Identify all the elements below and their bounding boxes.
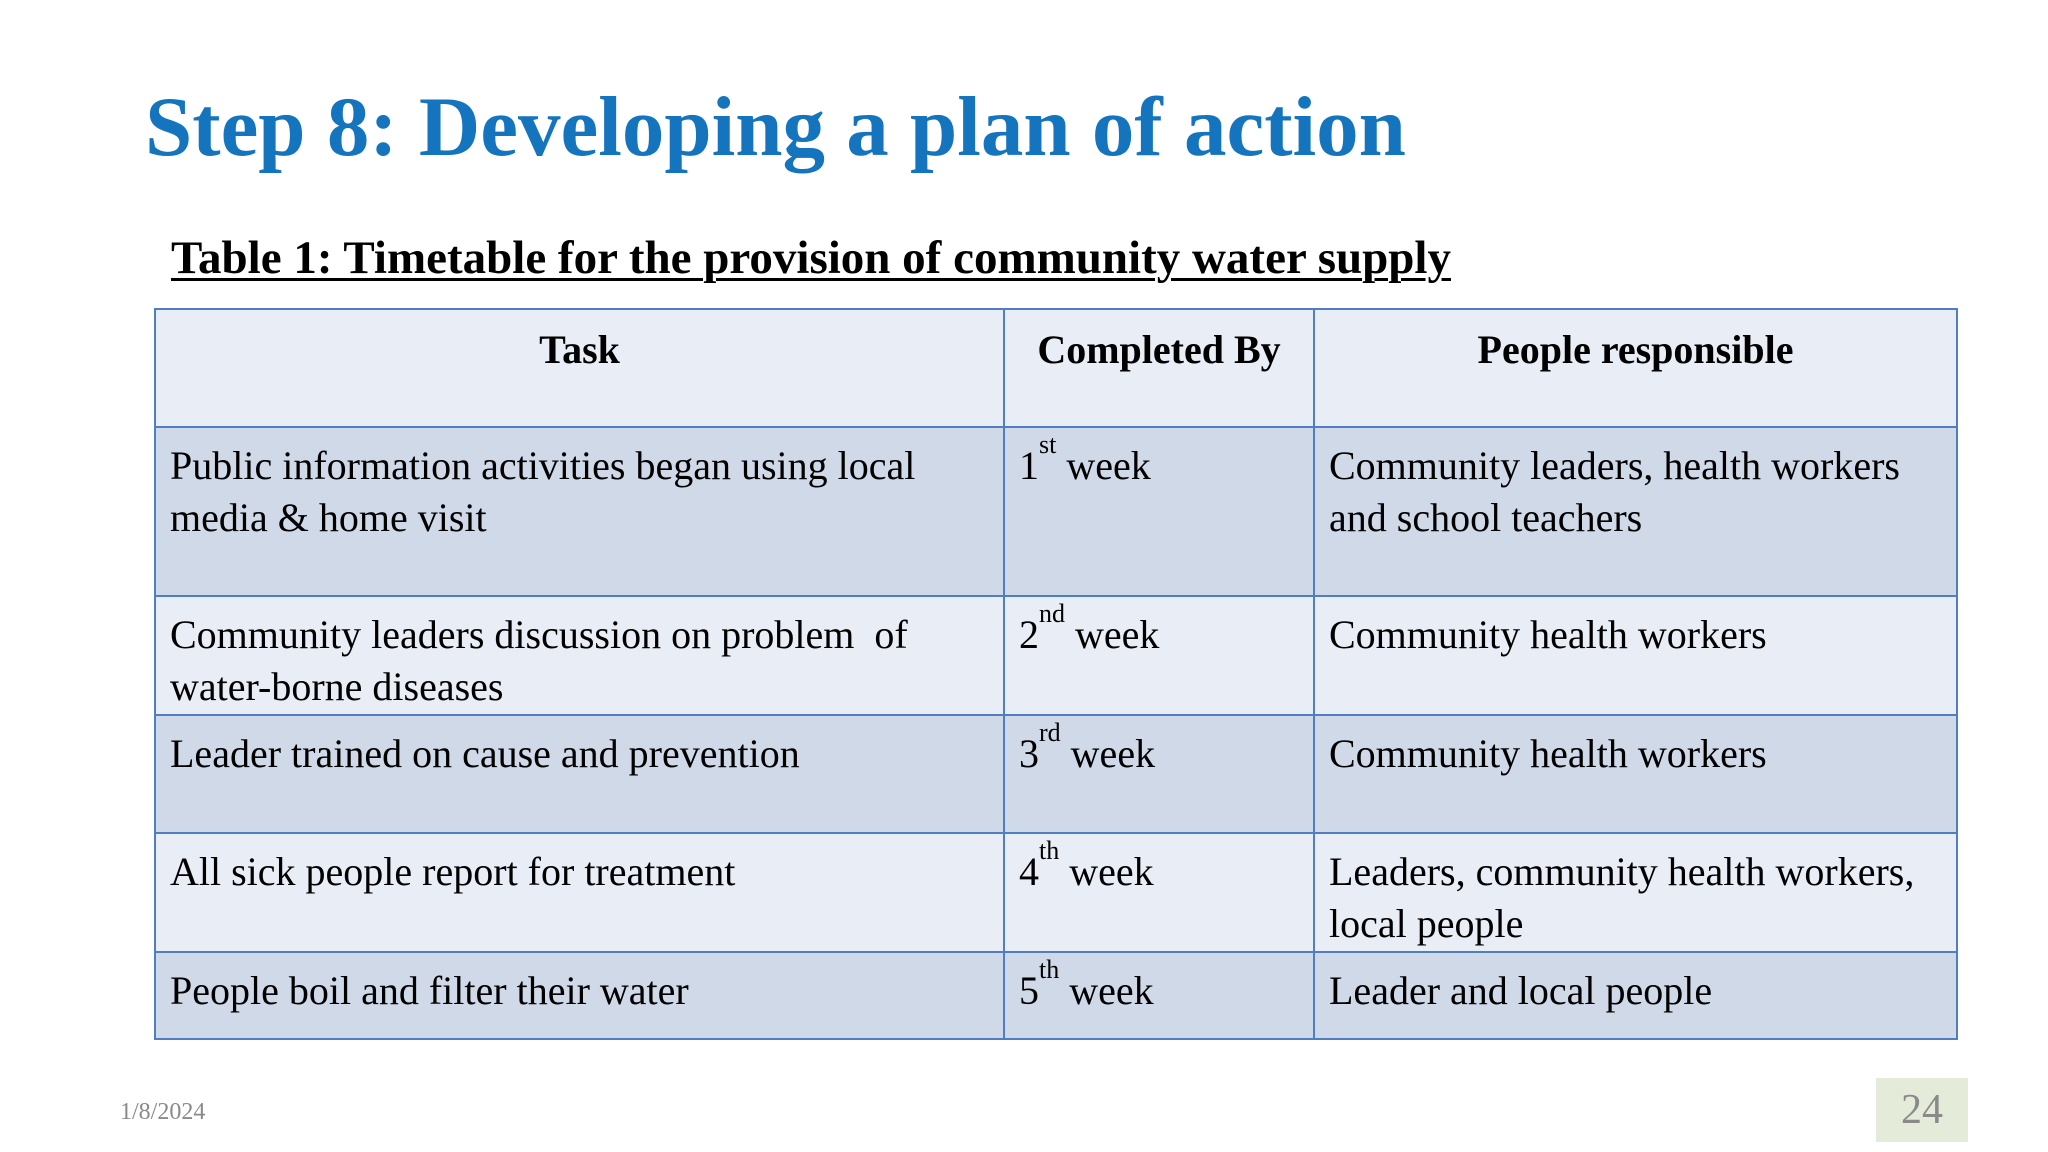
week-number: 4 [1019,849,1039,894]
completed-by-cell [1004,833,1314,952]
completed-by-cell [1004,596,1314,715]
week-unit: week [1066,443,1151,488]
task-cell: Leader trained on cause and prevention [155,715,1004,833]
table-row [155,833,1957,952]
week-unit: week [1070,731,1156,776]
task-cell: Community leaders discussion on problem of water-borne diseases [155,596,1004,715]
completed-by-cell [1004,427,1314,596]
table-row [155,715,1957,833]
table-header-row [155,309,1957,427]
week-ordinal-suffix: rd [1039,718,1061,747]
header-people-responsible: People responsible [1314,309,1957,427]
week-ordinal-suffix: th [1039,955,1060,984]
week-number: 2 [1019,612,1039,657]
table-row [155,952,1957,1039]
people-cell: Community health workers [1314,596,1957,715]
week-unit: week [1075,612,1160,657]
week-number: 5 [1019,968,1039,1013]
week-unit: week [1069,968,1154,1013]
week-ordinal-suffix: st [1039,430,1057,459]
task-cell: All sick people report for treatment [155,833,1004,952]
completed-by-cell [1004,952,1314,1039]
week-unit: week [1069,849,1154,894]
completed-by-cell [1004,715,1314,833]
week-number: 1 [1019,443,1039,488]
people-cell: Community leaders, health workers and school teachers [1314,427,1957,596]
slide-title: Step 8: Developing a plan of action [145,80,1406,174]
week-number: 3 [1019,731,1039,776]
header-task: Task [155,309,1004,427]
people-cell: Leaders, community health workers, local people [1314,833,1957,952]
week-ordinal-suffix: th [1039,836,1060,865]
task-cell: Public information activities began using local media & home visit [155,427,1004,596]
task-cell: People boil and filter their water [155,952,1004,1039]
table-row [155,427,1957,596]
header-completed-by: Completed By [1004,309,1314,427]
table-caption: Table 1: Timetable for the provision of community water supply [171,232,1451,284]
action-plan-table [154,308,1958,1040]
people-cell: Leader and local people [1314,952,1957,1039]
people-cell: Community health workers [1314,715,1957,833]
table-row [155,596,1957,715]
slide-page-number: 24 [1876,1078,1968,1142]
slide-date: 1/8/2024 [120,1099,206,1125]
week-ordinal-suffix: nd [1039,599,1065,628]
